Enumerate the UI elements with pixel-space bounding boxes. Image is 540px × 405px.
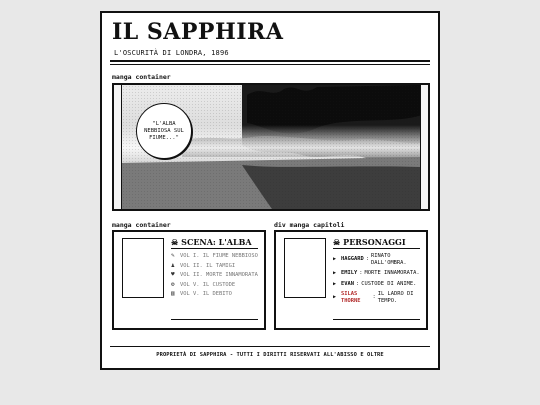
chapter-item-label: VOL I. IL FIUME NEBBIOSO (180, 253, 258, 259)
heart-icon: ♥ (171, 271, 175, 278)
character-separator: : (365, 256, 369, 263)
chapter-item-label: VOL II. MORTE INNAMORATA (180, 272, 258, 278)
characters-thumbnail (284, 238, 326, 298)
character-name: SILAS THORNE (341, 291, 361, 304)
character-item[interactable] (333, 281, 422, 288)
character-description: MORTE INNAMORATA. (364, 270, 420, 276)
chapters-card (112, 230, 266, 330)
footer-copyright: PROPRIETÀ DI SAPPHIRA - TUTTI I DIRITTI RISERVATI ALL'ABISSO E OLTRE (156, 352, 384, 358)
chess-piece-icon: ♟ (171, 261, 175, 269)
character-name: HAGGARD (341, 256, 364, 263)
characters-heading-text: PERSONAGGI (343, 237, 406, 247)
character-item[interactable] (333, 270, 422, 277)
chapter-item[interactable] (171, 253, 260, 260)
skull-icon: ☠ (171, 237, 179, 247)
characters-card (274, 230, 428, 330)
chapter-item-label: VOL II. IL TAMIGI (180, 262, 236, 269)
character-separator: : (359, 270, 363, 276)
character-separator: : (372, 294, 376, 301)
chapters-card-rule (171, 319, 258, 320)
character-description: RINATO DALL'OMBRA. (370, 253, 407, 266)
chapter-item[interactable] (171, 272, 260, 279)
chapter-list (171, 253, 260, 301)
character-name: EMILY (341, 270, 358, 276)
triangle-bullet-icon: ▶ (333, 256, 337, 263)
character-description: IL LADRO DI TEMPO. (377, 291, 414, 304)
chapter-item[interactable] (171, 291, 260, 298)
chapters-section-label: manga container (112, 221, 171, 229)
character-list (333, 253, 422, 308)
page-title: IL SAPPHIRA (112, 19, 284, 45)
header-rule-thick (110, 60, 430, 62)
chapters-heading-text: SCENA: L'ALBA (181, 237, 252, 247)
character-description: CUSTODE DI ANIME. (361, 280, 417, 287)
manga-page (100, 11, 440, 370)
banner-section-label: manga container (112, 73, 171, 81)
triangle-bullet-icon: ▶ (333, 280, 337, 287)
characters-section-label: div manga capitoli (274, 221, 345, 229)
misty-river-illustration (121, 85, 421, 209)
chapters-heading (171, 236, 258, 249)
manga-banner-panel (112, 83, 430, 211)
book-icon: ▥ (171, 290, 175, 297)
footer-rule (110, 346, 430, 347)
triangle-bullet-icon: ▶ (333, 270, 337, 276)
gear-icon: ⚙ (171, 280, 175, 288)
characters-heading (333, 236, 420, 249)
chapters-thumbnail (122, 238, 164, 298)
chapter-item[interactable] (171, 282, 260, 289)
page-subtitle: L'OSCURITÀ DI LONDRA, 1896 (114, 49, 229, 57)
speech-bubble: "L'ALBA NEBBIOSA SUL FIUME..." (136, 103, 192, 159)
skull-icon: ☠ (333, 237, 341, 247)
header-rule-thin (110, 64, 430, 65)
characters-card-rule (333, 319, 420, 320)
chapter-item-label: VOL V. IL DEBITO (180, 291, 232, 297)
character-separator: : (355, 280, 360, 287)
character-name: EVAN (341, 280, 354, 287)
character-item[interactable] (333, 291, 422, 304)
triangle-bullet-icon: ▶ (333, 294, 337, 301)
feather-icon: ✎ (171, 252, 175, 259)
character-item[interactable] (333, 253, 422, 266)
chapter-item-label: VOL V. IL CUSTODE (180, 281, 236, 288)
chapter-item[interactable] (171, 263, 260, 270)
